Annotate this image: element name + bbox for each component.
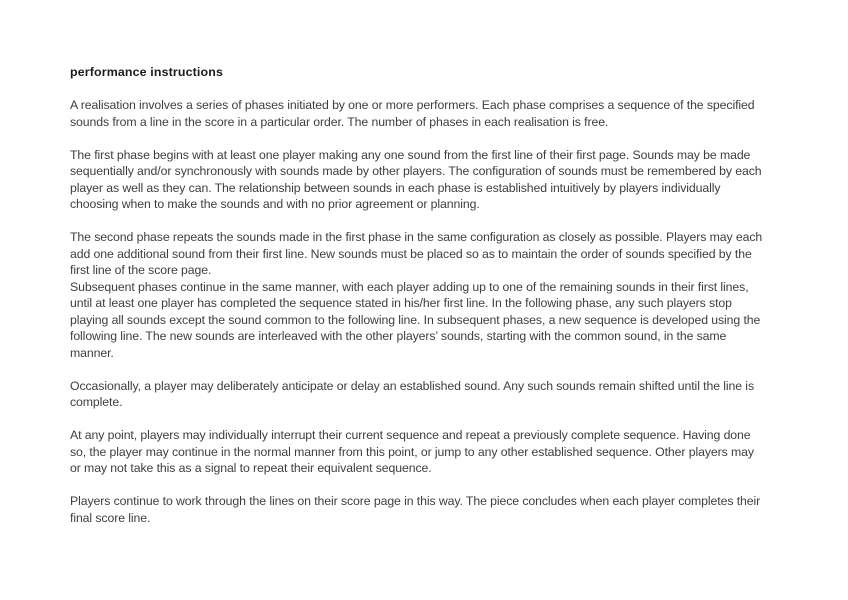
text-line: playing all sounds except the sound common to the following line. In subsequent phases, a new sequence is developed using the xyxy=(70,312,761,327)
document-body xyxy=(70,97,782,526)
text-line: or may not take this as a signal to repeat their equivalent sequence. xyxy=(70,461,432,475)
text-line: sounds from a line in the score in a particular order. The number of phases in each realisation is free. xyxy=(70,114,609,129)
paragraph-3 xyxy=(70,229,782,361)
text-line: add one additional sound from their first line. New sounds must be placed so as to maintain the order of sounds specified by the xyxy=(70,246,752,261)
text-line: A realisation involves a series of phases initiated by one or more performers. Each phase comprises a sequence of the specified xyxy=(70,98,755,112)
document-title: performance instructions xyxy=(70,65,224,79)
paragraph-4 xyxy=(70,378,782,411)
text-line: The second phase repeats the sounds made in the first phase in the same configuration as closely as possible. Players may each xyxy=(70,230,763,244)
text-line: At any point, players may individually interrupt their current sequence and repeat a previously complete sequence. Having done xyxy=(70,428,751,442)
paragraph-1 xyxy=(70,97,782,130)
text-line: Occasionally, a player may deliberately anticipate or delay an established sound. Any such sounds remain shifted until the line is xyxy=(70,378,754,393)
text-line: Subsequent phases continue in the same manner, with each player adding up to one of the remaining sounds in their first lines, xyxy=(70,279,749,294)
paragraph-2 xyxy=(70,147,782,213)
text-line: Players continue to work through the lines on their score page in this way. The piece concludes when each player completes their xyxy=(70,494,761,508)
text-line: first line of the score page. xyxy=(70,263,212,277)
text-line: choosing when to make the sounds and with no prior agreement or planning. xyxy=(70,197,480,211)
paragraph-6 xyxy=(70,493,782,526)
text-line: until at least one player has completed the sequence stated in his/her first line. In the following phase, any such players stop xyxy=(70,296,732,310)
text-line: The first phase begins with at least one player making any one sound from the first line of their first page. Sounds may be made xyxy=(70,147,751,162)
text-line: player as well as they can. The relationship between sounds in each phase is established intuitively by players individually xyxy=(70,180,721,195)
text-line: following line. The new sounds are interleaved with the other players’ sounds, starting with the common sound, in the same xyxy=(70,329,727,343)
text-line: complete. xyxy=(70,395,123,409)
text-line: manner. xyxy=(70,345,114,360)
text-line: final score line. xyxy=(70,510,151,525)
text-line: sequentially and/or synchronously with sounds made by other players. The configuration of sounds must be remembered by each xyxy=(70,164,762,178)
paragraph-5 xyxy=(70,427,782,477)
text-line: so, the player may continue in the normal manner from this point, or jump to any other established sequence. Other players may xyxy=(70,444,754,459)
